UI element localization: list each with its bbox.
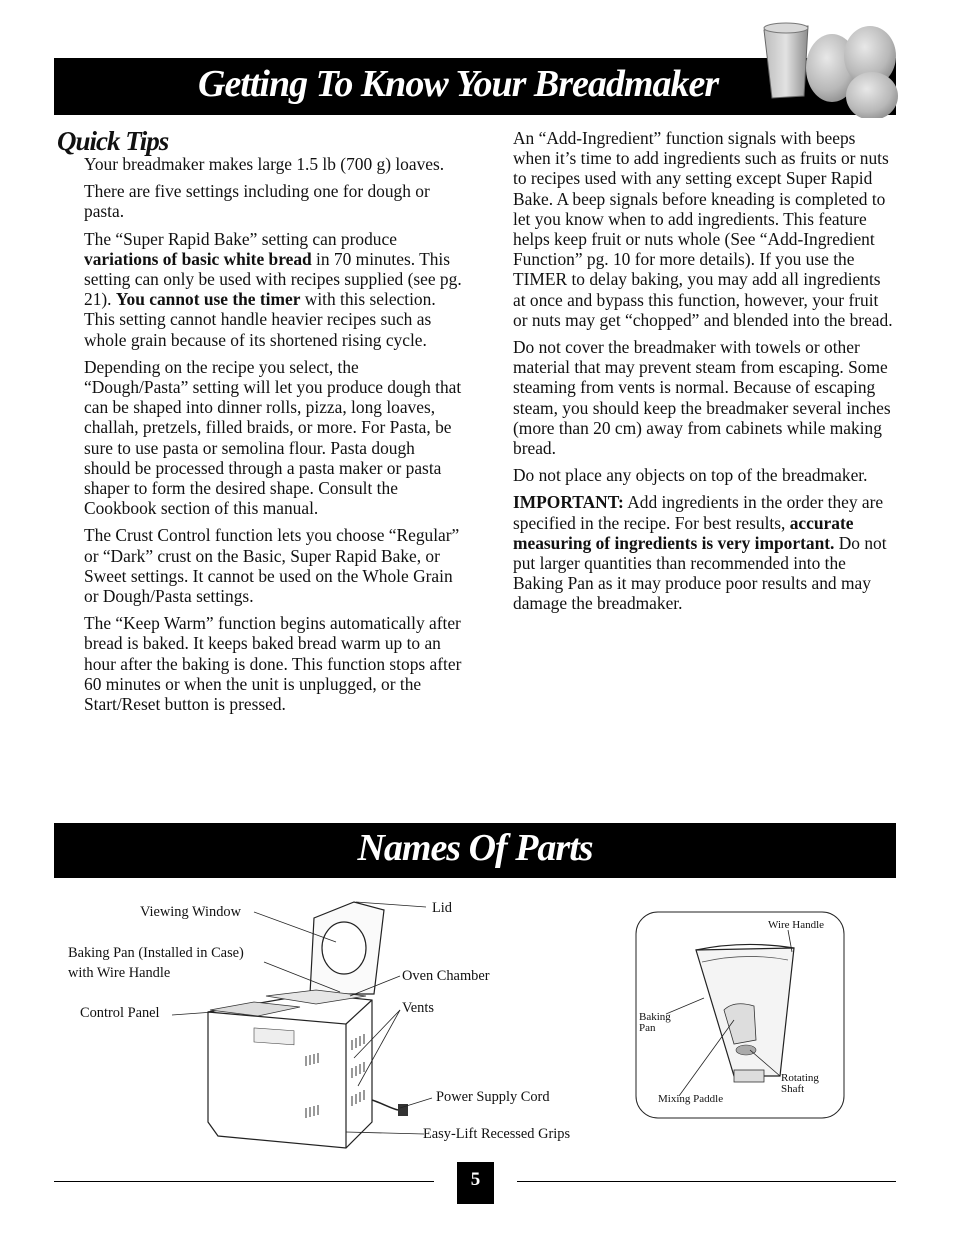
control-panel-label: Control Panel [80,1005,160,1021]
quick-tips-heading: Quick Tips [57,126,169,156]
mixing-paddle-label: Mixing Paddle [658,1093,724,1105]
tip-paragraph: Do not place any objects on top of the breadmaker. [513,465,868,486]
vents-label: Vents [402,1000,434,1016]
power-supply-cord-label: Power Supply Cord [436,1089,550,1105]
names-of-parts-banner [54,823,896,878]
page-number: 5 [457,1162,494,1204]
tip-paragraph: An “Add-Ingredient” function signals with beeps when it’s time to add ingredients such as fruits or nuts to recipes used with any setting except Super Rapid Bake. A beep signals before kneading is completed to let you know when to add ingredients. This feature helps keep fruit or nuts whole (See “Add-Ingredient Function” pg. 10 for more details). If you use the TIMER to delay baking, you may add all ingredients at once and bypass this function, however, your fruit or nuts may get “chopped” and blended into the bread. [513,128,893,330]
tip-paragraph: Depending on the recipe you select, the “Dough/Pasta” setting will let you produce dough that can be shaped into dinner rolls, pizza, long loaves, challah, pretzels, filled braids, or more. For Pasta, be sure to use pasta or semolina flour. Pasta dough should be processed through a pasta maker or pasta shaper to form the desired shape. Consult the Cookbook section of this manual. [84,356,462,519]
footer-rule-left [54,1181,434,1182]
rotating-shaft-label-line1: Rotating [781,1072,819,1084]
tip-paragraph: The “Super Rapid Bake” setting can produce variations of basic white bread in 70 minutes. This setting can only be used with recipes supplied (see pg. 21). You cannot use the timer with this selection. This setting cannot handle heavier recipes such as whole grain because of its shortened rising cycle. [84,228,462,350]
footer-rule-right [517,1181,896,1182]
tips-right-column [513,128,893,621]
wire-handle-label: Wire Handle [768,919,825,931]
tip-paragraph: Do not cover the breadmaker with towels or other material that may prevent steam from escaping. Some steaming from vents is normal. Because of escaping steam, you should keep the breadmaker several inches (more than 20 cm) away from cabinets while making bread. [513,337,891,459]
baking-pan-installed-label: Baking Pan (Installed in Case) [68,945,244,961]
wire-handle-note-label: with Wire Handle [68,965,171,981]
page-title: Getting To Know Your Breadmaker [198,63,719,105]
tip-paragraph: The “Keep Warm” function begins automatically after bread is baked. It keeps baked bread warm up to an hour after the baking is done. This function stops after 60 minutes or when the unit is unplugged, or the Start/Reset button is pressed. [84,613,462,715]
lid-label: Lid [432,900,452,916]
tip-paragraph: The Crust Control function lets you choose “Regular” or “Dark” crust on the Basic, Super Rapid Bake, or Sweet settings. It cannot be used on the Whole Grain or Dough/Pasta settings. [84,525,460,607]
parts-heading: Names Of Parts [357,827,593,869]
quick-tips-column [84,154,464,721]
easy-lift-grips-label: Easy-Lift Recessed Grips [423,1126,571,1142]
oven-chamber-label: Oven Chamber [402,968,490,984]
tip-paragraph: Your breadmaker makes large 1.5 lb (700 g) loaves. [84,154,445,174]
tip-paragraph: There are five settings including one for dough or pasta. [84,181,430,222]
viewing-window-label: Viewing Window [140,904,242,920]
parts-diagram [54,890,896,1160]
rotating-shaft-label-line2: Shaft [781,1083,805,1095]
baking-pan-label-line1: Baking [639,1011,671,1023]
baking-pan-label-line2: Pan [639,1022,656,1034]
bread-loaves-illustration [760,14,900,118]
important-paragraph: IMPORTANT: Add ingredients in the order they are specified in the recipe. For best results, accurate measuring of ingredients is very important. Do not put larger quantities than recommended into the Baking Pan as it may produce poor results and may damage the breadmaker. [513,492,887,614]
